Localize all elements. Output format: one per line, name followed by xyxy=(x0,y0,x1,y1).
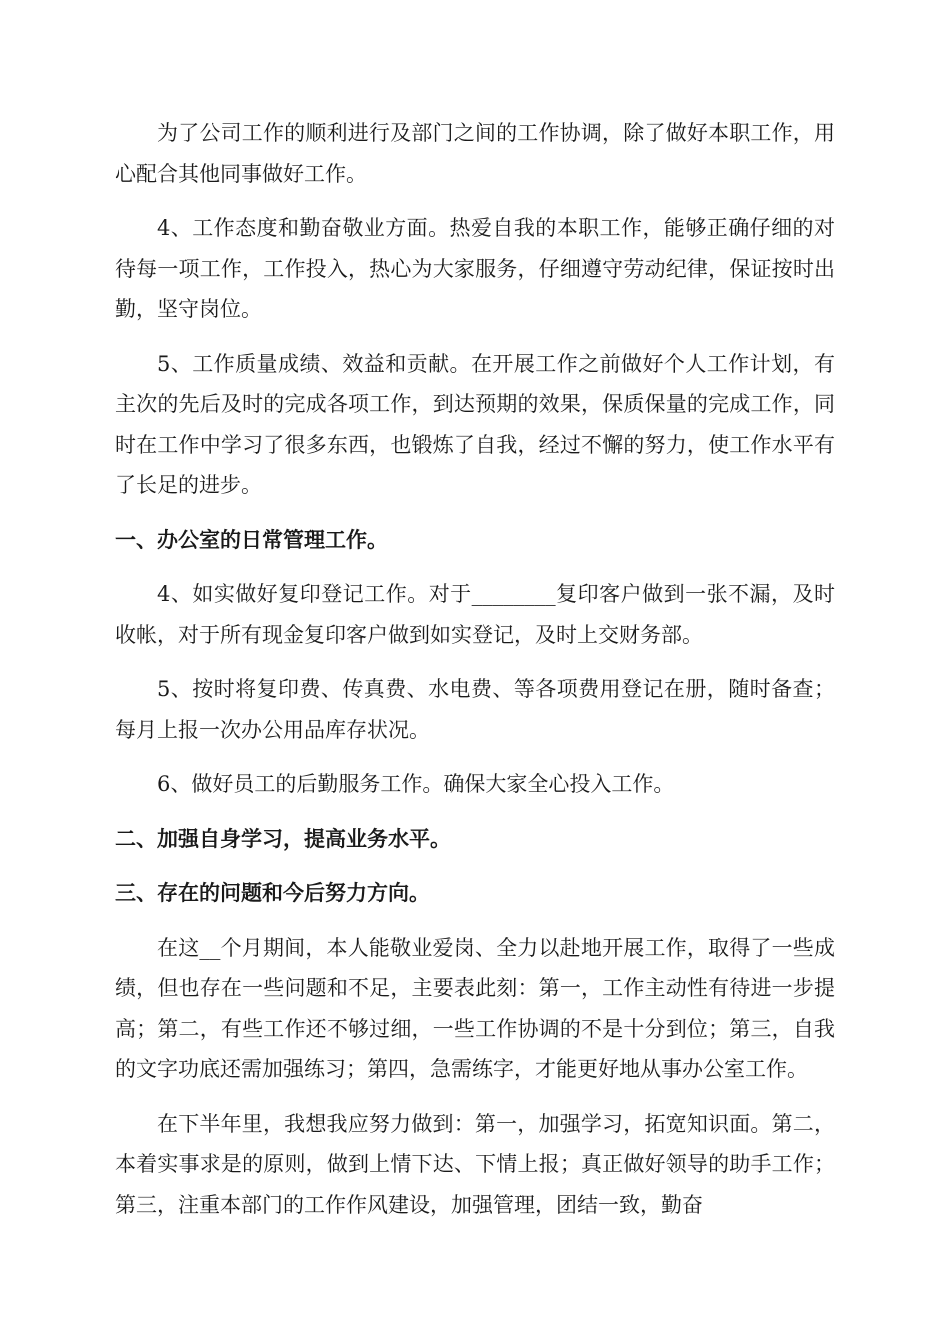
paragraph-logistics-service: 6、做好员工的后勤服务工作。确保大家全心投入工作。 xyxy=(157,772,675,796)
paragraph-work-quality: 5、工作质量成绩、效益和贡献。在开展工作之前做好个人工作计划，有主次的先后及时的完成各项工作，到达预期的效果，保质保量的完成工作，同时在工作中学习了很多东西，也锻炼了自我，经过不懈的努力，使工作水平有了长足的进步。 xyxy=(115,351,835,497)
paragraph-second-half-plan: 在下半年里，我想我应努力做到：第一，加强学习，拓宽知识面。第二，本着实事求是的原则，做到上情下达、下情上报；真正做好领导的助手工作；第三，注重本部门的工作作风建设，加强管理，团结一致，勤奋 xyxy=(115,1111,835,1217)
paragraph-coordination: 为了公司工作的顺利进行及部门之间的工作协调，除了做好本职工作，用心配合其他同事做好工作。 xyxy=(115,121,835,186)
heading-office-daily-management: 一、办公室的日常管理工作。 xyxy=(115,527,388,552)
document-body xyxy=(115,113,835,1239)
heading-problems-and-direction: 三、存在的问题和今后努力方向。 xyxy=(115,881,430,905)
paragraph-fee-registration: 5、按时将复印费、传真费、水电费、等各项费用登记在册，随时备查；每月上报一次办公用品库存状况。 xyxy=(115,677,835,742)
paragraph-work-attitude: 4、工作态度和勤奋敬业方面。热爱自我的本职工作，能够正确仔细的对待每一项工作，工作投入，热心为大家服务，仔细遵守劳动纪律，保证按时出勤，坚守岗位。 xyxy=(115,216,835,321)
heading-self-study: 二、加强自身学习，提高业务水平。 xyxy=(115,826,451,851)
paragraph-problems: 在这__个月期间，本人能敬业爱岗、全力以赴地开展工作，取得了一些成绩，但也存在一些问题和不足，主要表此刻：第一，工作主动性有待进一步提高；第二，有些工作还不够过细，一些工作协调的不是十分到位；第三，自我的文字功底还需加强练习；第四，急需练字，才能更好地从事办公室工作。 xyxy=(115,935,835,1081)
paragraph-copy-registration: 4、如实做好复印登记工作。对于________复印客户做到一张不漏，及时收帐，对于所有现金复印客户做到如实登记，及时上交财务部。 xyxy=(115,582,835,647)
